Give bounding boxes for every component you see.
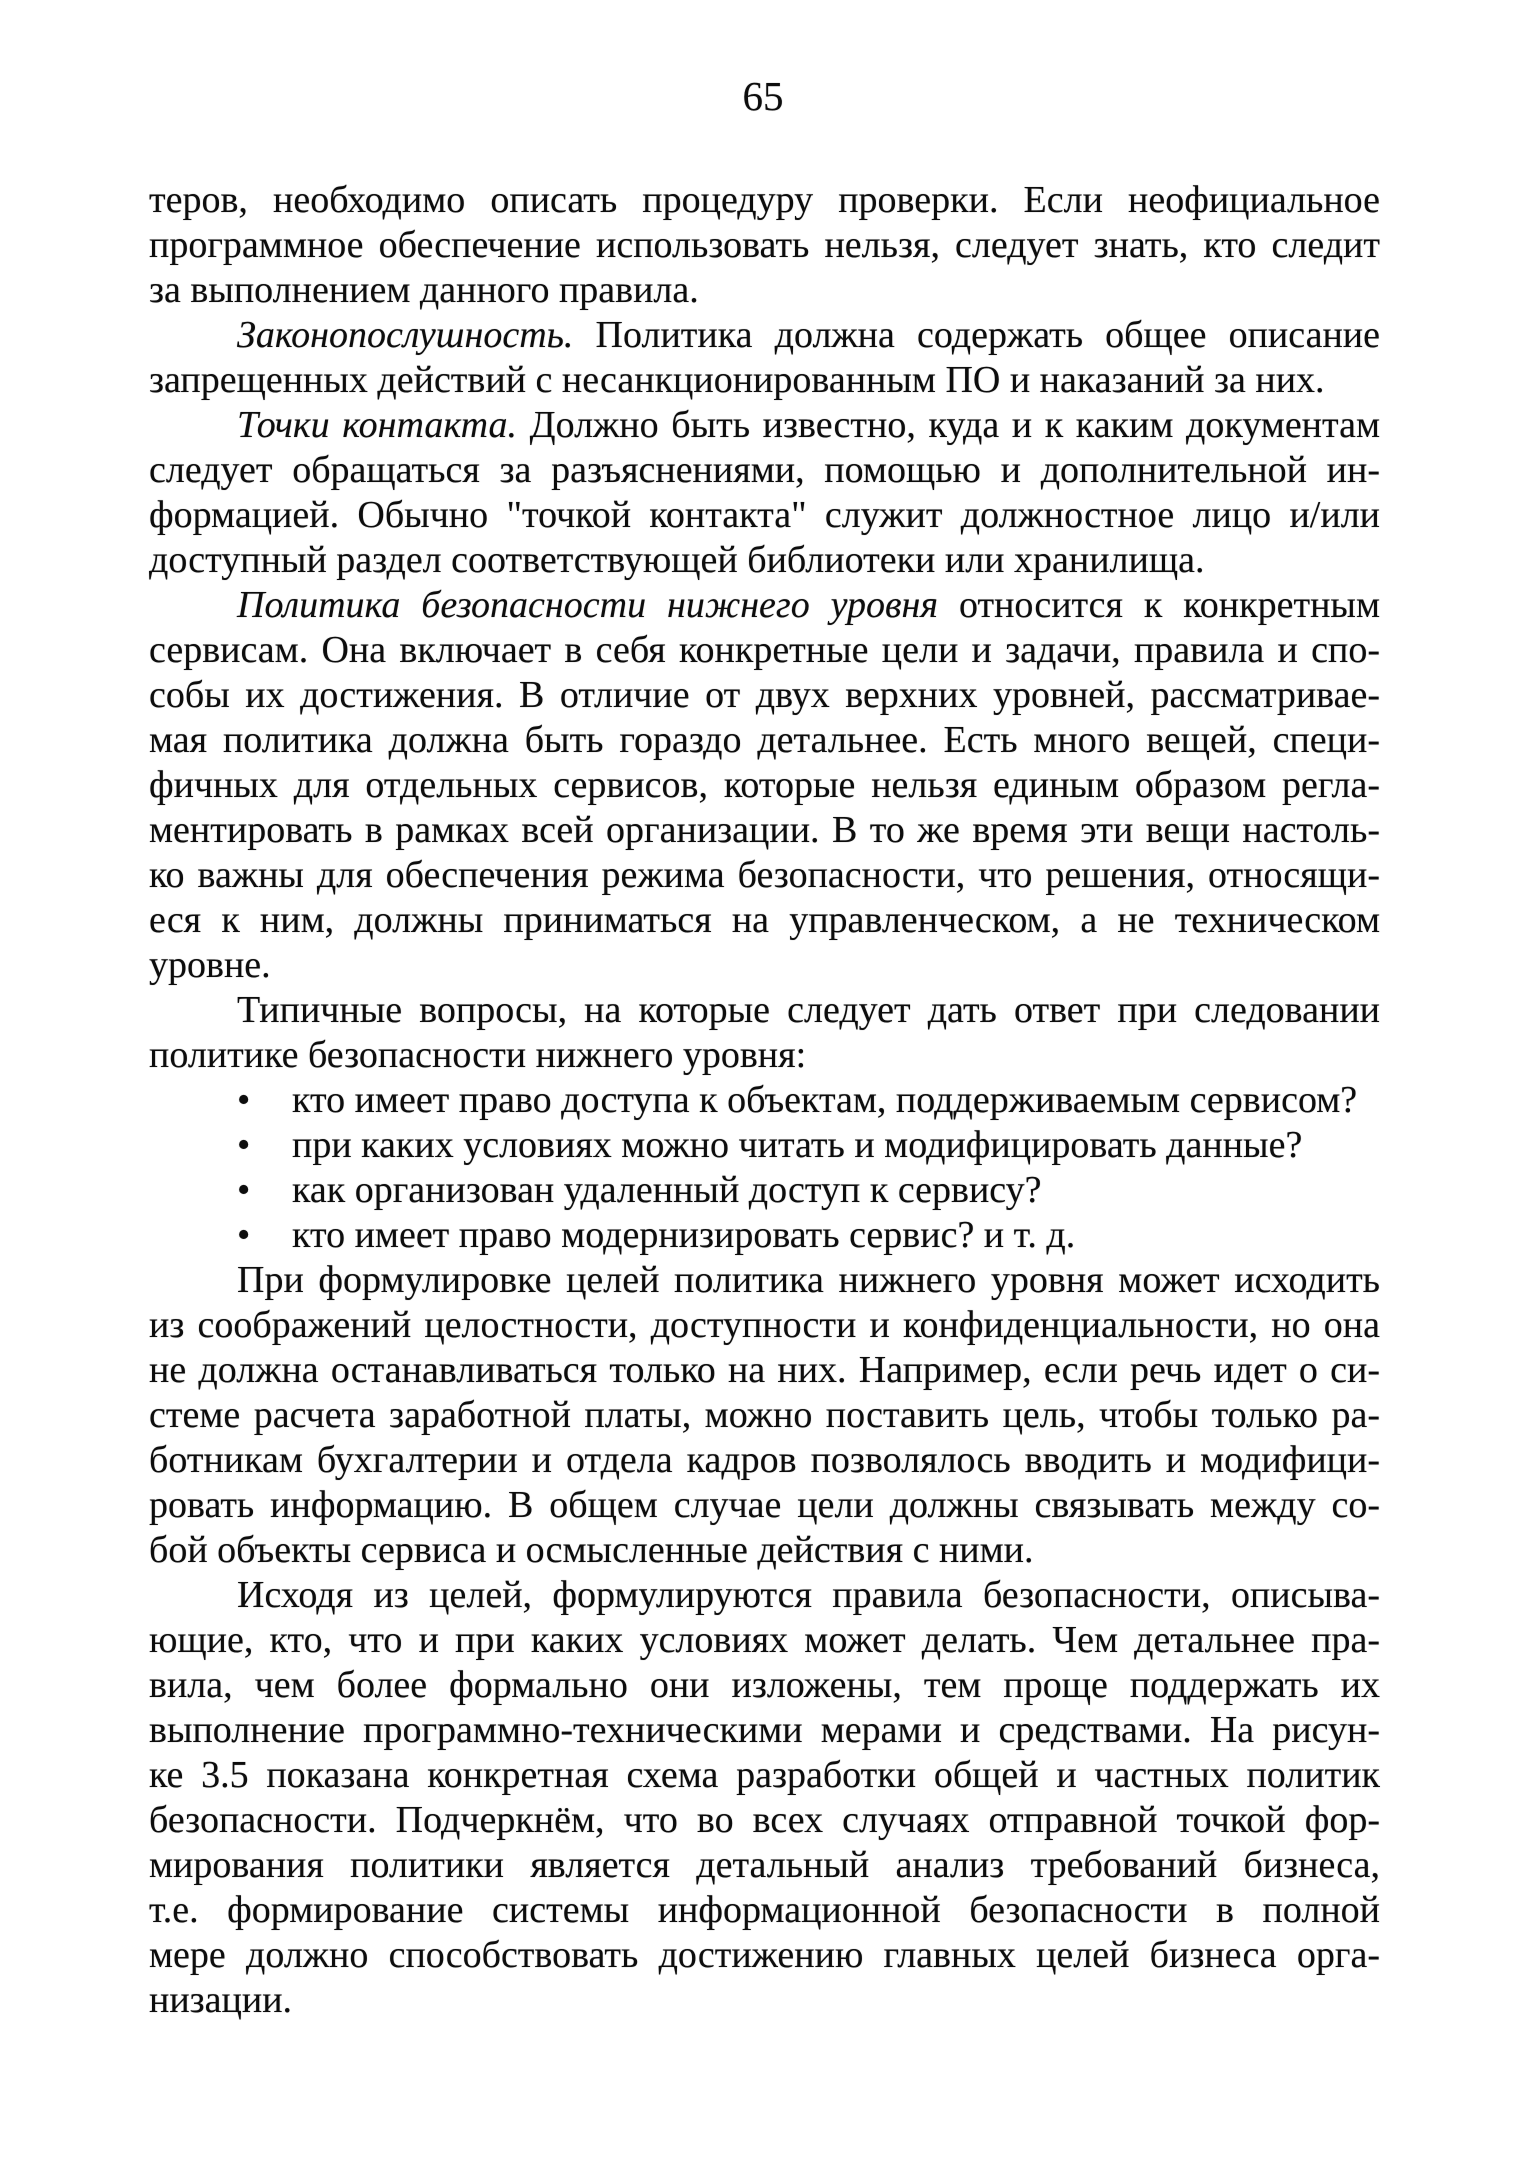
text-line: [149, 1753, 1380, 1798]
text-line: [149, 1843, 1380, 1888]
text-segment: за выполнением данного правила.: [149, 269, 699, 311]
text-segment: уровне.: [149, 944, 271, 986]
text-line: [149, 448, 1380, 493]
text-segment: мере должно способствовать достижению главных целей бизнеса орга-: [149, 1934, 1380, 1976]
text-line: [149, 358, 1380, 403]
text-segment: следует обращаться за разъяснениями, помощью и дополнительной ин-: [149, 449, 1380, 491]
text-segment: из соображений целостности, доступности и конфиденциальности, но она: [149, 1304, 1380, 1346]
text-segment: сервисам. Она включает в себя конкретные цели и задачи, правила и спо-: [149, 629, 1380, 671]
list-item: [149, 1168, 1380, 1213]
text-line: [149, 1348, 1380, 1393]
text-segment: При формулировке целей политика нижнего уровня может исходить: [237, 1259, 1380, 1301]
paragraph: [149, 583, 1380, 988]
text-segment: Типичные вопросы, на которые следует дать ответ при следовании: [237, 989, 1380, 1031]
bullet-list: [149, 1078, 1380, 1258]
text-segment: Политика должна содержать общее описание: [573, 314, 1380, 356]
text-line: [149, 1303, 1380, 1348]
bullet-icon: •: [237, 1124, 251, 1166]
italic-term: Точки контакта.: [237, 404, 518, 446]
text-segment: запрещенных действий с несанкционированным ПО и наказаний за них.: [149, 359, 1325, 401]
text-line: [149, 1663, 1380, 1708]
text-segment: выполнение программно-техническими мерами и средствами. На рисун-: [149, 1709, 1380, 1751]
bullet-icon: •: [237, 1079, 251, 1121]
text-segment: программное обеспечение использовать нельзя, следует знать, кто следит: [149, 224, 1380, 266]
text-segment: безопасности. Подчеркнём, что во всех случаях отправной точкой фор-: [149, 1799, 1380, 1841]
text-segment: доступный раздел соответствующей библиотеки или хранилища.: [149, 539, 1205, 581]
page-number: 65: [742, 73, 784, 119]
text-segment: при каких условиях можно читать и модифицировать данные?: [292, 1124, 1303, 1166]
paragraph: [149, 403, 1380, 583]
text-line: [149, 988, 1380, 1033]
text-line: [149, 763, 1380, 808]
text-segment: формацией. Обычно "точкой контакта" служит должностное лицо и/или: [149, 494, 1380, 536]
text-line: [149, 898, 1380, 943]
italic-term: Политика безопасности нижнего уровня: [237, 584, 939, 626]
text-line: [149, 1573, 1380, 1618]
bullet-icon: •: [237, 1169, 251, 1211]
text-line: [149, 223, 1380, 268]
text-line: [149, 538, 1380, 583]
text-line: [149, 943, 1380, 988]
text-segment: Исходя из целей, формулируются правила безопасности, описыва-: [237, 1574, 1380, 1616]
text-line: [149, 673, 1380, 718]
text-line: [149, 1393, 1380, 1438]
text-segment: ровать информацию. В общем случае цели должны связывать между со-: [149, 1484, 1380, 1526]
text-segment: фичных для отдельных сервисов, которые нельзя единым образом регла-: [149, 764, 1380, 806]
text-line: [149, 1438, 1380, 1483]
paragraph: [149, 313, 1380, 403]
text-segment: Должно быть известно, куда и к каким документам: [517, 404, 1381, 446]
text-segment: политике безопасности нижнего уровня:: [149, 1034, 807, 1076]
text-segment: бой объекты сервиса и осмысленные действия с ними.: [149, 1529, 1034, 1571]
text-line: [149, 493, 1380, 538]
text-segment: т.е. формирование системы информационной безопасности в полной: [149, 1889, 1380, 1931]
italic-term: Законопослушность.: [237, 314, 574, 356]
text-line: [149, 1618, 1380, 1663]
list-item-text: [292, 1078, 1380, 1123]
text-line: [149, 313, 1380, 358]
paragraph: [149, 988, 1380, 1078]
text-segment: ботникам бухгалтерии и отдела кадров позволялось вводить и модифици-: [149, 1439, 1380, 1481]
text-line: [149, 178, 1380, 223]
text-segment: собы их достижения. В отличие от двух верхних уровней, рассматривае-: [149, 674, 1380, 716]
list-item-text: [292, 1168, 1380, 1213]
list-item-text: [292, 1213, 1380, 1258]
paragraph: [149, 178, 1380, 313]
text-segment: как организован удаленный доступ к сервису?: [292, 1169, 1042, 1211]
list-item-text: [292, 1123, 1380, 1168]
text-line: [149, 1933, 1380, 1978]
text-line: [149, 1888, 1380, 1933]
text-line: [149, 808, 1380, 853]
text-line: [149, 1708, 1380, 1753]
paragraph: [149, 1573, 1380, 2023]
text-segment: теров, необходимо описать процедуру проверки. Если неофициальное: [149, 179, 1380, 221]
text-segment: мирования политики является детальный анализ требований бизнеса,: [149, 1844, 1380, 1886]
text-segment: ко важны для обеспечения режима безопасности, что решения, относящи-: [149, 854, 1380, 896]
text-segment: низации.: [149, 1979, 293, 2021]
text-line: [149, 628, 1380, 673]
text-line: [149, 583, 1380, 628]
text-line: [149, 1798, 1380, 1843]
text-segment: стеме расчета заработной платы, можно поставить цель, чтобы только ра-: [149, 1394, 1380, 1436]
text-line: [149, 1258, 1380, 1303]
text-line: [149, 718, 1380, 763]
text-segment: еся к ним, должны приниматься на управленческом, а не техническом: [149, 899, 1380, 941]
text-line: [149, 403, 1380, 448]
text-segment: ке 3.5 показана конкретная схема разработки общей и частных политик: [149, 1754, 1380, 1796]
page-text-body: [149, 178, 1380, 2023]
text-line: [149, 1978, 1380, 2023]
list-item: [149, 1078, 1380, 1123]
bullet-icon: •: [237, 1214, 251, 1256]
text-line: [149, 1528, 1380, 1573]
text-line: [149, 853, 1380, 898]
text-segment: вила, чем более формально они изложены, тем проще поддержать их: [149, 1664, 1380, 1706]
text-segment: ющие, кто, что и при каких условиях может делать. Чем детальнее пра-: [149, 1619, 1380, 1661]
text-line: [149, 268, 1380, 313]
text-segment: относится к конкретным: [938, 584, 1380, 626]
text-segment: кто имеет право доступа к объектам, поддерживаемым сервисом?: [292, 1079, 1358, 1121]
text-line: [149, 1483, 1380, 1528]
list-item: [149, 1123, 1380, 1168]
paragraph: [149, 1258, 1380, 1573]
text-segment: кто имеет право модернизировать сервис? и т. д.: [292, 1214, 1076, 1256]
text-line: [149, 1033, 1380, 1078]
text-segment: ментировать в рамках всей организации. В то же время эти вещи настоль-: [149, 809, 1380, 851]
text-segment: не должна останавливаться только на них. Например, если речь идет о си-: [149, 1349, 1380, 1391]
text-segment: мая политика должна быть гораздо детальнее. Есть много вещей, специ-: [149, 719, 1380, 761]
list-item: [149, 1213, 1380, 1258]
